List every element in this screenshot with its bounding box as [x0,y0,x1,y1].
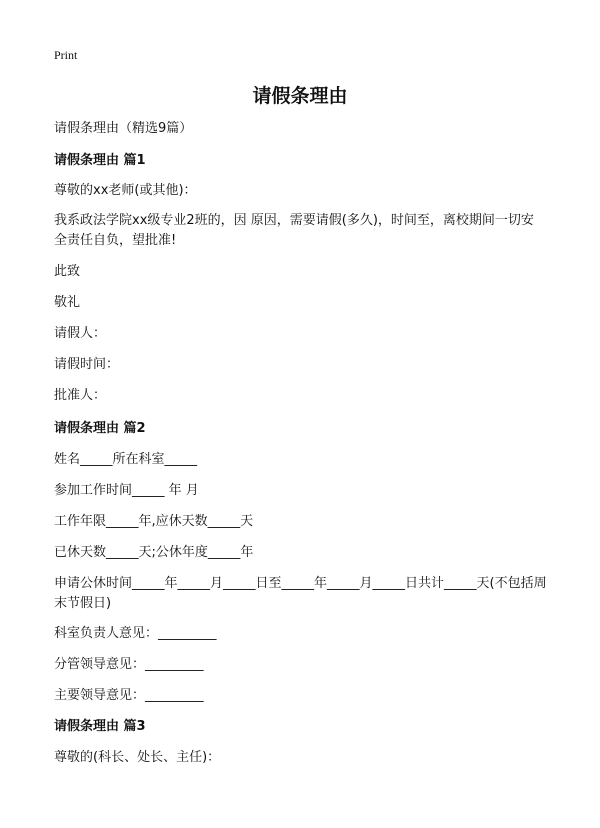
section-1-body: 我系政法学院xx级专业2班的，因 原因，需要请假(多久)，时间至，离校期间一切安全责任自负，望批准! [54,213,534,248]
section-3-greeting: 尊敬的(科长、处长、主任)： [54,750,221,765]
section-2-field-branch-opinion: 分管领导意见：_________ [54,657,204,672]
section-2-field-dept-opinion: 科室负责人意见：_________ [54,626,217,641]
section-2-field-main-opinion: 主要领导意见：_________ [54,688,204,703]
section-1-line-time: 请假时间： [54,357,120,372]
print-label: Print [54,48,78,62]
section-2-field-rested: 已休天数_____天;公休年度_____年 [54,545,254,560]
section-2-field-work-start: 参加工作时间_____ 年 月 [54,483,199,498]
section-1-line-cizhi: 此致 [54,264,81,279]
section-2-field-name: 姓名_____所在科室_____ [54,452,198,467]
section-2-heading: 请假条理由 篇2 [54,421,146,436]
section-1-line-approver: 批准人： [54,388,107,403]
page-title: 请假条理由 [252,85,348,107]
section-2-field-apply: 申请公休时间_____年_____月_____日至_____年_____月_____日共计_____天(不包括周末节假日) [54,576,547,611]
section-1-line-jingli: 敬礼 [54,295,81,310]
section-1-line-requester: 请假人： [54,326,107,341]
doc-subtitle: 请假条理由（精选9篇） [54,121,193,136]
section-1-greeting: 尊敬的xx老师(或其他)： [54,183,197,198]
section-2-field-years: 工作年限_____年,应休天数_____天 [54,514,254,529]
section-3-heading: 请假条理由 篇3 [54,719,146,734]
section-1-heading: 请假条理由 篇1 [54,153,146,168]
